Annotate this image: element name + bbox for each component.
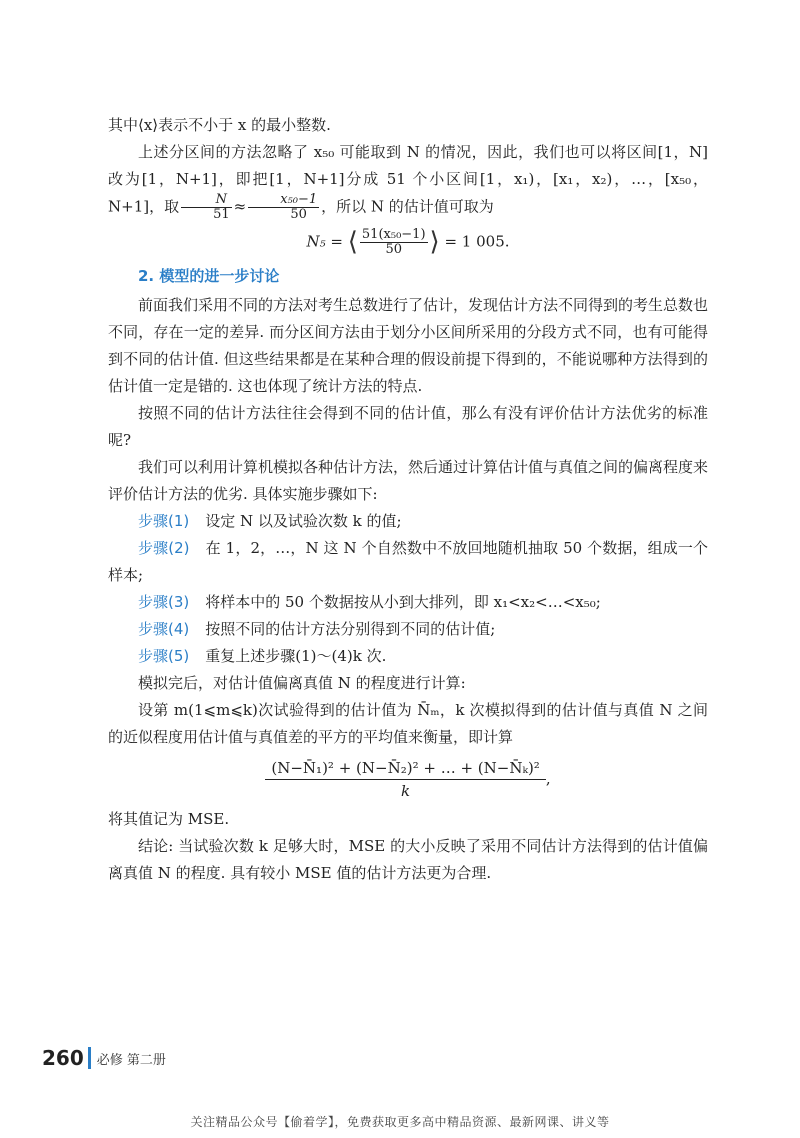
step-text: 设定 N 以及试验次数 k 的值; (205, 512, 402, 530)
page-number: 260 (42, 1046, 84, 1070)
step-item (108, 589, 708, 616)
paragraph-discussion: 前面我们采用不同的方法对考生总数进行了估计，发现估计方法不同得到的考生总数也不同，存在一定的差异. 而分区间方法由于划分小区间所采用的分段方式不同，也有可能得到不同的估计值. 但这些结果都是在某种合理的假设前提下得到的，不能说哪种方法得到的估计值一定是错的. 这也体现了统计方法的特点. (108, 296, 709, 395)
equation-n5-fraction: $\frac{\text{51(x₅₀−1)}}{50}$ (361, 227, 426, 257)
paragraph-question: 按照不同的估计方法往往会得到不同的估计值，那么有没有评价估计方法优劣的标准呢? (108, 404, 708, 449)
equation-n5: N₅ = ⟨ $\frac{\text{51(x₅₀−1)}}{50}$ ⟩ = 1 005. (306, 227, 510, 257)
step-label: 步骤(3) (138, 593, 190, 611)
footer-divider (88, 1047, 91, 1069)
step-label: 步骤(4) (138, 620, 190, 638)
step-item (108, 508, 708, 535)
step-item (108, 643, 708, 670)
paragraph-conclusion: 结论: 当试验次数 k 足够大时，MSE 的大小反映了采用不同估计方法得到的估计值偏离真值 N 的程度. 具有较小 MSE 值的估计方法更为合理. (108, 837, 708, 882)
watermark-text: 关注精品公众号【偷着学】，免费获取更多高中精品资源、最新网课、讲义等 (190, 1115, 610, 1129)
step-text: 将样本中的 50 个数据按从小到大排列，即 x₁<x₂<…<x₅₀; (205, 593, 601, 611)
steps-list (108, 508, 708, 670)
paragraph-mse-name: 将其值记为 MSE. (108, 810, 230, 828)
section-heading: 2. 模型的进一步讨论 (138, 267, 280, 285)
step-item (108, 616, 708, 643)
step-text: 重复上述步骤(1)～(4)k 次. (205, 647, 387, 665)
book-title: 必修 第二册 (96, 1052, 166, 1068)
fraction-n-over-51: $\frac{N}{51}$ (181, 193, 232, 222)
step-label: 步骤(5) (138, 647, 190, 665)
paragraph-after-simulation: 模拟完后，对估计值偏离真值 N 的程度进行计算: (138, 674, 466, 692)
page-footer (42, 1046, 166, 1070)
equation-mse: $\frac{\text{(N−N̄₁)² + (N−N̄₂)² + … + (N−N̄ₖ)²}}{k}$ , (108, 757, 708, 802)
paragraph-interval-text: 上述分区间的方法忽略了 x₅₀ 可能取到 N 的情况，因此，我们也可以将区间[1，N] 改为[1，N+1]，即把[1，N+1]分成 51 个小区间[1，x₁)，[x₁，x₂)，…，[x₅₀，N+1]，取 (108, 143, 708, 216)
main-content (108, 112, 708, 887)
line-definition: 其中⟨x⟩表示不小于 x 的最小整数. (108, 116, 331, 134)
step-label: 步骤(1) (138, 512, 190, 530)
step-text: 在 1，2，…，N 这 N 个自然数中不放回地随机抽取 50 个数据，组成一个样本; (108, 539, 708, 584)
step-label: 步骤(2) (138, 539, 190, 557)
fraction-x50-over-50: $\frac{\text{x₅₀−1}}{50}$ (248, 193, 319, 222)
equation-mse-fraction: $\frac{\text{(N−N̄₁)² + (N−N̄₂)² + … + (N−N̄ₖ)²}}{k}$ (265, 757, 545, 802)
paragraph-mse-setup: 设第 m(1⩽m⩽k)次试验得到的估计值为 N̄ₘ，k 次模拟得到的估计值与真值 N 之间的近似程度用估计值与真值差的平方的平均值来衡量，即计算 (108, 701, 708, 746)
paragraph-interval-method: 上述分区间的方法忽略了 x₅₀ 可能取到 N 的情况，因此，我们也可以将区间[1，N] 改为[1，N+1]，即把[1，N+1]分成 51 个小区间[1，x₁)，[x₁，x₂)，…，[x₅₀，N+1]，取 $\frac{N}{51}$ ≈ $\frac{\text{x₅₀−1}}{50}$ ，所以 N 的估计值可取为 (108, 143, 708, 222)
step-item (108, 535, 708, 589)
paragraph-simulation: 我们可以利用计算机模拟各种估计方法，然后通过计算估计值与真值之间的偏离程度来评价估计方法的优劣. 具体实施步骤如下: (108, 458, 709, 503)
step-text: 按照不同的估计方法分别得到不同的估计值; (205, 620, 496, 638)
